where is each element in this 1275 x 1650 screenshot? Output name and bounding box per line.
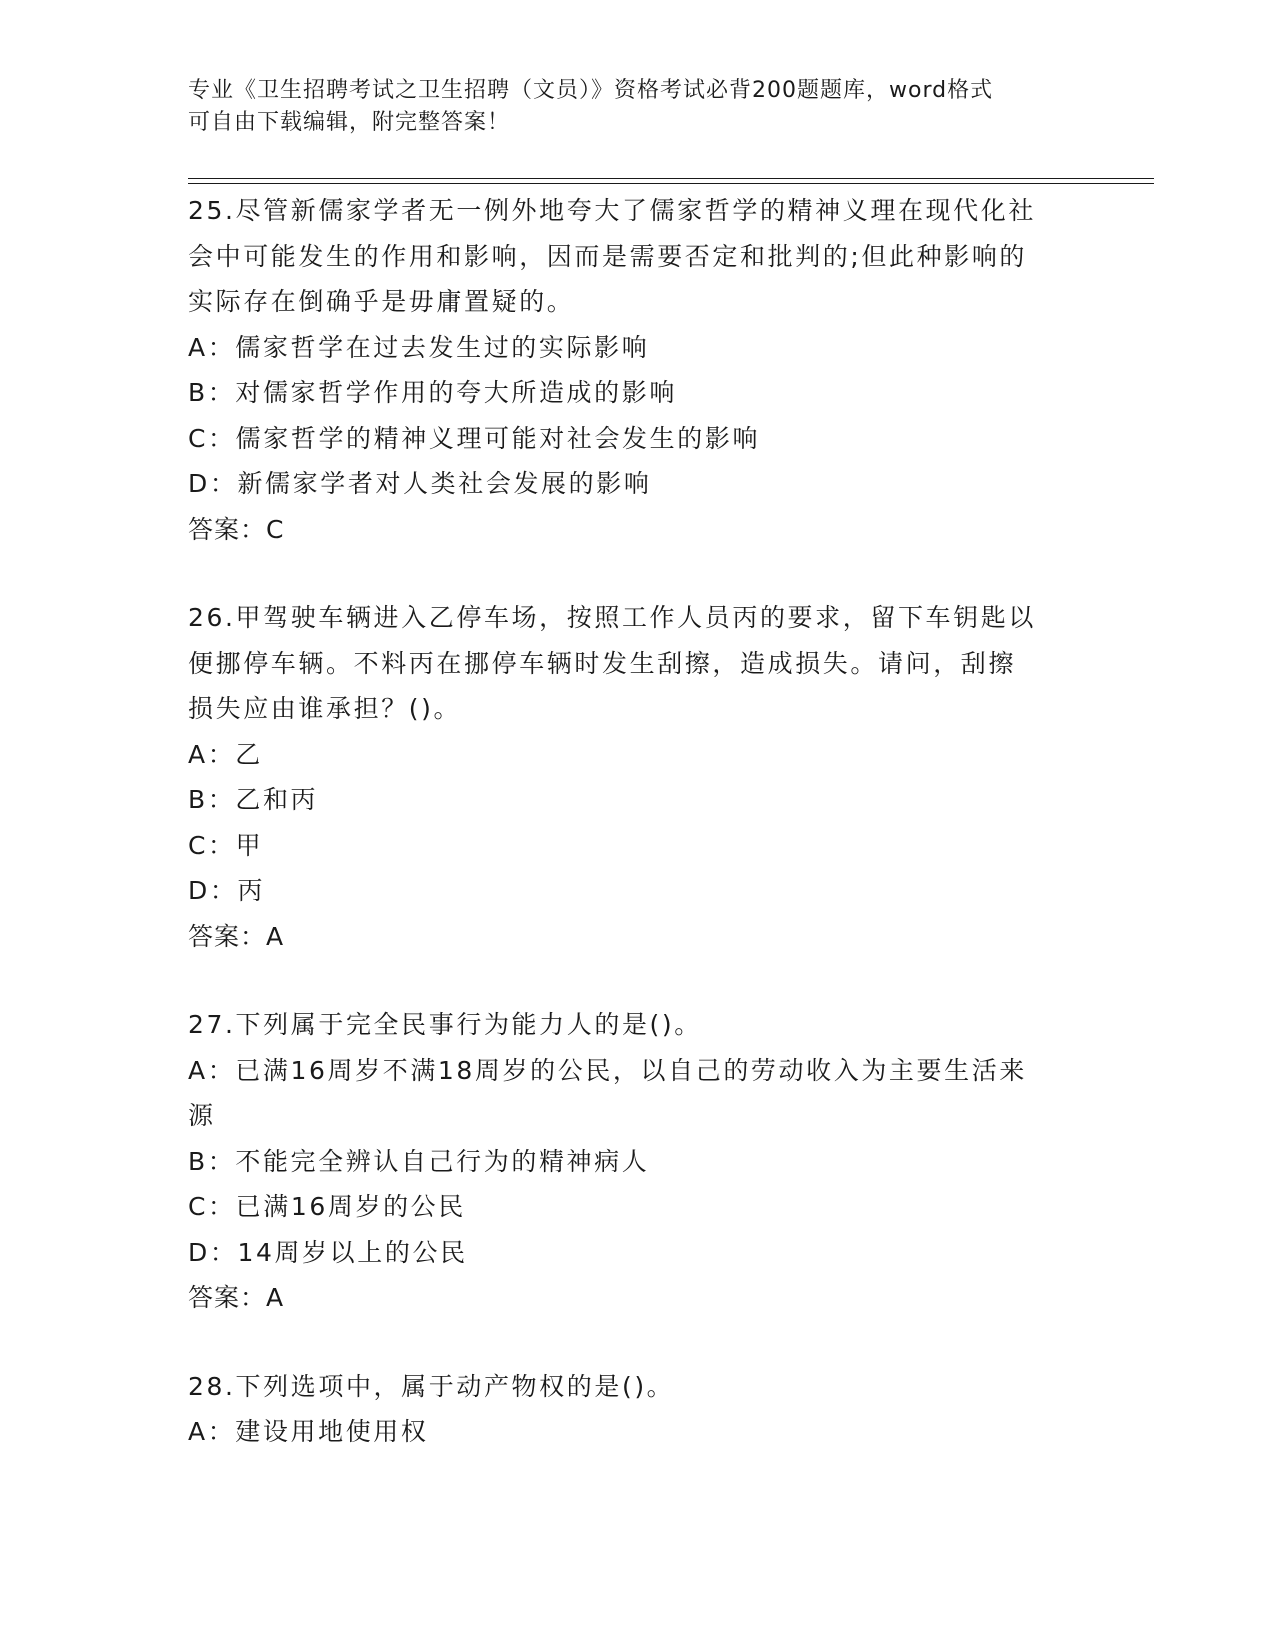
option-b: B：对儒家哲学作用的夸大所造成的影响 xyxy=(188,378,677,407)
question-stem-line: 损失应由谁承担？()。 xyxy=(188,694,462,723)
option-b: B：不能完全辨认自己行为的精神病人 xyxy=(188,1146,650,1176)
option-a: A：已满16周岁不满18周岁的公民，以自己的劳动收入为主要生活来 xyxy=(188,1055,1027,1085)
option-b: B：乙和丙 xyxy=(188,785,319,814)
question-stem-line: 会中可能发生的作用和影响，因而是需要否定和批判的;但此种影响的 xyxy=(188,241,1028,271)
question-stem-line: 26.甲驾驶车辆进入乙停车场，按照工作人员丙的要求，留下车钥匙以 xyxy=(188,603,1036,632)
option-c: C：已满16周岁的公民 xyxy=(188,1192,466,1221)
option-a-continued: 源 xyxy=(188,1101,216,1130)
question-26 xyxy=(188,595,1068,959)
question-stem-line: 28.下列选项中，属于动产物权的是()。 xyxy=(188,1371,675,1401)
header-line-2: 可自由下载编辑，附完整答案！ xyxy=(188,110,511,135)
option-d: D：14周岁以上的公民 xyxy=(188,1237,468,1267)
question-list xyxy=(188,188,1068,1455)
question-stem-line: 实际存在倒确乎是毋庸置疑的。 xyxy=(188,287,575,316)
option-a: A：乙 xyxy=(188,739,263,769)
question-stem-line: 25.尽管新儒家学者无一例外地夸大了儒家哲学的精神义理在现代化社 xyxy=(188,196,1036,225)
option-a: A：儒家哲学在过去发生过的实际影响 xyxy=(188,332,650,362)
answer: 答案：A xyxy=(188,1283,285,1312)
option-c: C：儒家哲学的精神义理可能对社会发生的影响 xyxy=(188,423,761,453)
question-25 xyxy=(188,188,1068,552)
header-line-1: 专业《卫生招聘考试之卫生招聘（文员）》资格考试必背200题题库，word格式 xyxy=(188,78,994,103)
option-d: D：丙 xyxy=(188,876,266,905)
header-divider-top xyxy=(188,178,1154,179)
question-28 xyxy=(188,1364,1068,1455)
question-27 xyxy=(188,1002,1068,1321)
header-divider-bottom xyxy=(188,183,1154,184)
option-a: A：建设用地使用权 xyxy=(188,1417,429,1446)
answer: 答案：C xyxy=(188,514,285,544)
document-header xyxy=(188,75,1088,139)
option-c: C：甲 xyxy=(188,830,264,860)
answer: 答案：A xyxy=(188,921,285,951)
option-d: D：新儒家学者对人类社会发展的影响 xyxy=(188,469,652,498)
question-stem-line: 27.下列属于完全民事行为能力人的是()。 xyxy=(188,1010,702,1039)
question-stem-line: 便挪停车辆。不料丙在挪停车辆时发生刮擦，造成损失。请问，刮擦 xyxy=(188,648,1017,678)
